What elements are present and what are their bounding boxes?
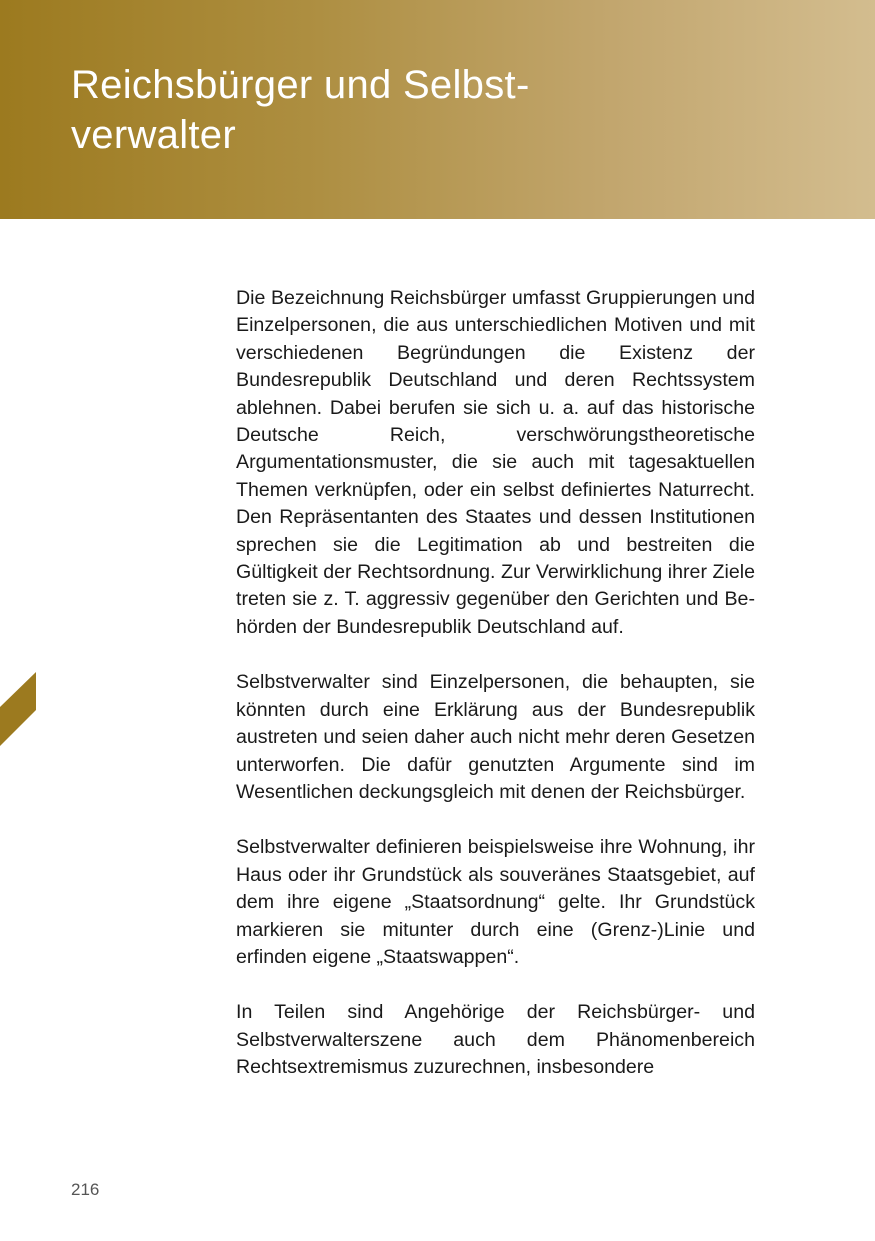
page-number: 216	[71, 1180, 100, 1199]
chapter-marker	[0, 672, 36, 746]
paragraph-selbstverwalter-examples: Selbstverwalter definieren beispielsweise ihre Wohnung, ihr Haus oder ihr Grundstück als souveränes Staatsgebiet, auf dem ihre eigene „Staatsordnung“ gelte. Ihr Grundstück markieren sie mitunter durch eine (Grenz-)Linie und erfinden eigene „Staatswappen“.	[236, 836, 755, 968]
paragraph-rechtsextremismus: In Teilen sind Angehörige der Reichsbürger- und Selbstverwalterszene auch dem Phänomenbereich Rechtsextremismus zuzurechnen, insbesondere	[236, 1001, 755, 1079]
body-text	[236, 285, 755, 1110]
paragraph-reichsbuerger-definition: Die Bezeichnung Reichsbürger umfasst Gruppierungen und Einzelpersonen, die aus unterschiedlichen Motiven und mit verschiedenen Begründungen die Existenz der Bundesrepublik Deutschland und deren Rechtssystem ablehnen. Dabei berufen sie sich u. a. auf das historische Deutsche Reich, verschwörungstheoretische Argumentationsmuster, die sie auch mit tagesaktuellen Themen verknüpfen, oder ein selbst definiertes Naturrecht. Den Repräsentanten des Staates und dessen Institutionen sprechen sie die Legitimation ab und bestreiten die Gültigkeit der Rechtsordnung. Zur Verwirklichung ihrer Ziele treten sie z. T. aggressiv gegenüber den Gerichten und Behörden der Bundesrepublik Deutschland auf.	[236, 287, 755, 638]
page-title: Reichsbürger und Selbstverwalter	[71, 63, 530, 157]
paragraph-selbstverwalter-definition: Selbstverwalter sind Einzelpersonen, die behaupten, sie könnten durch eine Erklärung aus der Bundesrepublik austreten und seien daher auch nicht mehr deren Gesetzen unterworfen. Die dafür genutzten Argumente sind im Wesentlichen deckungsgleich mit denen der Reichsbürger.	[236, 671, 755, 803]
